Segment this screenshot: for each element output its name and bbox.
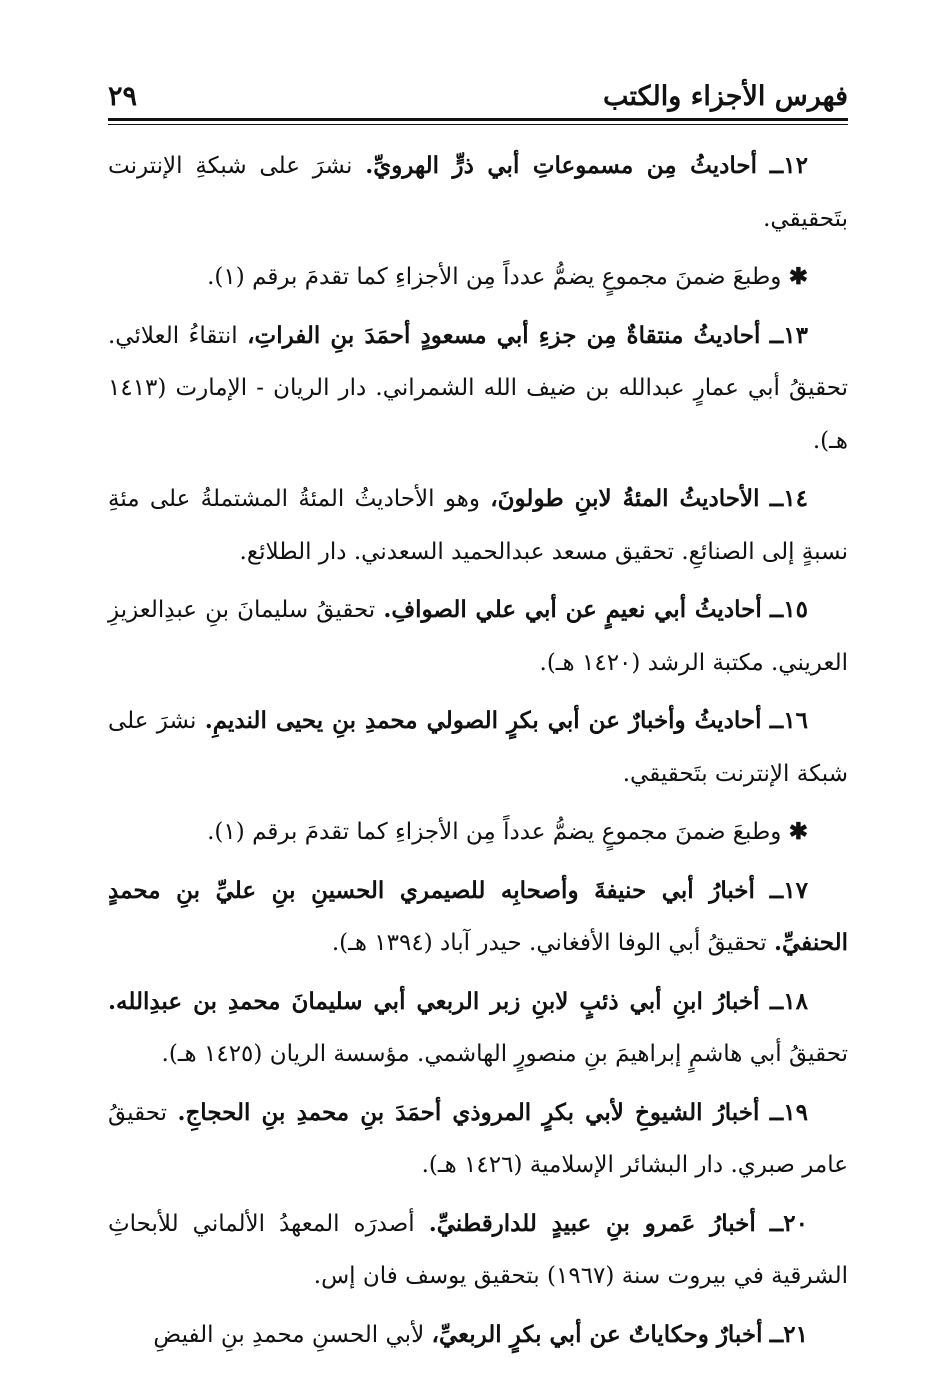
entry-title: أخبارُ ابنِ أبي ذئبٍ لابنِ زبر الربعي أبي سليمانَ محمدِ بن عبدِالله. (108, 987, 760, 1015)
entry-details: لأبي الحسنِ محمدِ بنِ الفيضِ (153, 1321, 425, 1348)
body-text (108, 140, 848, 1367)
entry-number: ٢٠ــ (769, 1209, 808, 1237)
entry-number: ١٢ــ (769, 152, 808, 179)
note-after-16 (108, 806, 848, 859)
entry-details: تحقيقُ أبي الوفا الأفغاني. حيدر آباد (١٣٩٤ هـ). (331, 930, 767, 956)
header-rule-thin (108, 124, 848, 125)
entry-number: ١٣ــ (769, 321, 808, 349)
note-text: وطبعَ ضمنَ مجموعٍ يضمُّ عدداً مِن الأجزاءِ كما تقدمَ برقم (١). (207, 264, 782, 290)
entry-details: نشرَ على شبكةِ الإنترنت بتَحقيقي. (108, 153, 848, 232)
header-rule (108, 118, 848, 121)
entry-14 (108, 473, 848, 578)
entry-20 (108, 1198, 848, 1303)
entry-number: ١٥ــ (769, 596, 809, 623)
entry-12 (108, 140, 848, 245)
entry-title: أخبارُ الشيوخِ لأبي بكرٍ المروذي أحمَدَ بنِ محمدِ بنِ الحجاجِ. (177, 1098, 760, 1126)
entry-15 (108, 584, 848, 689)
entry-title: أخبارُ عَمرو بنِ عبيدٍ للدارقطنيِّ. (428, 1209, 756, 1237)
header-title: فهرس الأجزاء والكتب (602, 81, 848, 112)
asterisk-icon: ✱ (788, 263, 808, 290)
entry-details: تحقيقُ أبي هاشمٍ إبراهيمَ بنِ منصورٍ الهاشمي. مؤسسة الريان (١٤٢٥ هـ). (161, 1041, 848, 1067)
asterisk-icon: ✱ (788, 818, 808, 845)
entry-title: أحاديثُ منتقاةٌ مِن جزءِ أبي مسعودٍ أحمَدَ بنِ الفراتِ، (247, 321, 761, 349)
entry-number: ١٧ــ (769, 876, 808, 904)
entry-details: نشرَ على شبكة الإنترنت بتَحقيقي. (108, 708, 848, 787)
running-header (108, 78, 848, 118)
entry-title: أحاديثُ أبي نعيمٍ عن أبي علي الصوافِ. (383, 596, 762, 623)
entry-number: ١٨ــ (769, 987, 809, 1015)
entry-details: تحقيقُ عامر صبري. دار البشائر الإسلامية (١٤٢٦ هـ). (108, 1099, 848, 1178)
entry-title: أحاديثُ وأخبارٌ عن أبي بكرٍ الصولي محمدِ بنِ يحيى النديمِ. (204, 707, 762, 734)
entry-number: ٢١ــ (769, 1320, 808, 1348)
entry-13 (108, 310, 848, 468)
entry-title: أخبارُ أبي حنيفةَ وأصحابِه للصيمري الحسينِ بنِ عليِّ بنِ محمدٍ الحنفيِّ. (108, 876, 848, 956)
entry-details: وهو الأحاديثُ المئةُ المشتملةُ على مئةِ نسبةٍ إلى الصنائعِ. تحقيق مسعد عبدالحميد السعدني. دار الطلائع. (108, 486, 848, 565)
entry-number: ١٩ــ (769, 1098, 808, 1126)
entry-18 (108, 976, 848, 1081)
entry-16 (108, 695, 848, 800)
entry-details: انتقاءُ العلائي. تحقيقُ أبي عمارٍ عبدالله بن ضيف الله الشمراني. دار الريان - الإمارت (١٤١٣ هـ). (108, 322, 848, 454)
entry-number: ١٤ــ (769, 485, 808, 512)
note-text: وطبعَ ضمنَ مجموعٍ يضمُّ عدداً مِن الأجزاءِ كما تقدمَ برقم (١). (207, 819, 782, 845)
entry-number: ١٦ــ (769, 707, 808, 734)
entry-details: تحقيقُ سليمانَ بنِ عبدِالعزيزِ العريني. مكتبة الرشد (١٤٢٠ هـ). (108, 597, 848, 676)
entry-details: أصدرَه المعهدُ الألماني للأبحاثِ الشرقية في بيروت سنة (١٩٦٧) بتحقيق يوسف فان إس. (108, 1210, 848, 1289)
entry-19 (108, 1087, 848, 1192)
page-number: ٢٩ (108, 81, 138, 112)
entry-title: أخبارٌ وحكاياتٌ عن أبي بكرٍ الربعيِّ، (431, 1320, 763, 1348)
entry-21 (108, 1309, 848, 1362)
entry-title: الأحاديثُ المئةُ لابنِ طولونَ، (490, 485, 760, 512)
entry-17 (108, 865, 848, 970)
note-after-12 (108, 251, 848, 304)
entry-title: أحاديثُ مِن مسموعاتِ أبي ذرٍّ الهرويِّ. (365, 152, 757, 179)
